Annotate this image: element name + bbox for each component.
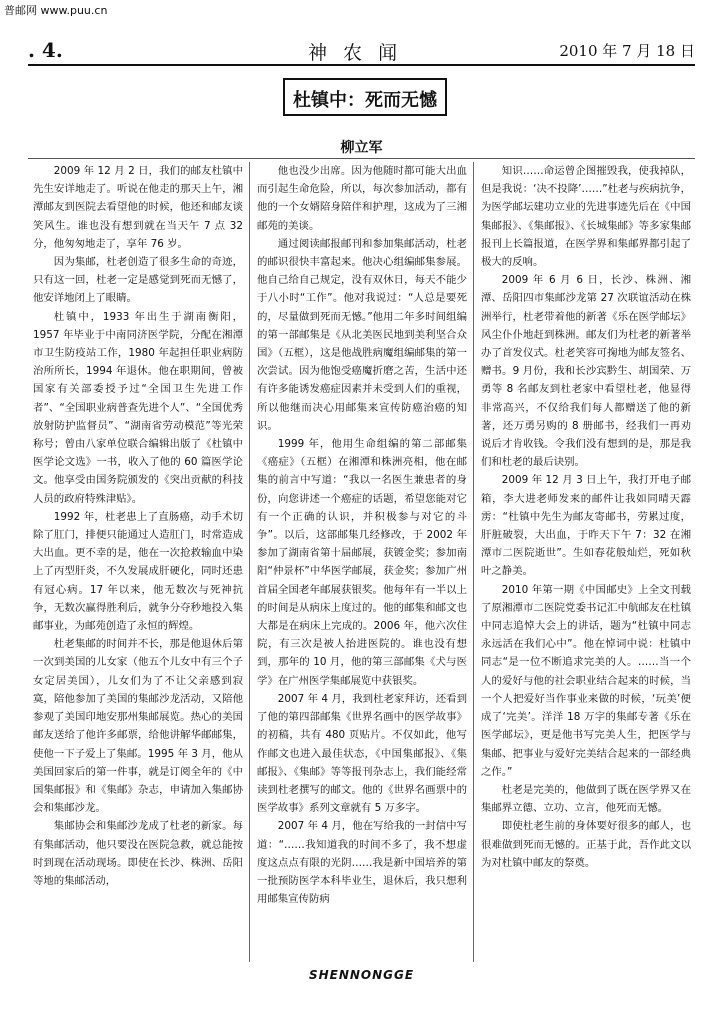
article-column-3 — [481, 162, 691, 962]
paragraph: 2010 年第一期《中国邮史》上全文刊载了原湘潭市二医院党委书记汇中航邮友在杜镇中同志追悼大会上的讲话，题为“杜镇中同志永远活在我们心中”。他在悼词中说：杜镇中同志“是一位不断追求完美的人。……当一个人的爱好与他的社会职业结合起来的时候，当一个人把爱好当作事业来做的时候，‘玩美’便成了‘完美’。洋洋 18 万字的集邮专著《乐在医学邮坛》，更是他书写完美人生，把医学与集邮、把事业与爱好完美结合起来的一部经典之作。” — [481, 583, 691, 778]
paragraph: 2007 年 4 月，我到杜老家拜访，还看到了他的第四部邮集《世界名画中的医学故事》的初稿，共有 480 页贴片。不仅如此，他写作邮文也进入最佳状态，《中国集邮报》、《集邮报》、《集邮》等等报刊杂志上，我们能经常读到杜老撰写的邮文。他的《世界名画票中的医学故事》系列文章就有 5 万多字。 — [257, 692, 467, 815]
paragraph: 杜镇中，1933 年出生于湖南衡阳，1957 年毕业于中南同济医学院，分配在湘潭市卫生防疫站工作，1980 年起担任职业病防治所所长，1994 年退休。他在职期间，曾被国家有关部委授予过“全国卫生先进工作者”、“全国职业病普查先进个人”、“全国优秀放射防护监督员”、“湖南省劳动模范”等光荣称号；曾由八家单位联合编辑出版了《杜镇中医学论文选》一书，收入了他的 60 篇医学论文。他享受由国务院颁发的《突出贡献的科技人员的政府特殊津贴》。 — [33, 310, 243, 505]
page-number: . 4. — [28, 38, 63, 62]
article-column-1 — [33, 162, 243, 962]
column-divider — [473, 162, 474, 962]
paragraph: 因为集邮，杜老创造了很多生命的奇迹，只有这一回，杜老一定是感觉到死而无憾了，他安详地闭上了眼睛。 — [33, 256, 243, 305]
article-column-2 — [257, 162, 467, 962]
paragraph: 2009 年 12 月 2 日，我们的邮友杜镇中先生安详地走了。听说在他走的那天上午，湘潭邮友到医院去看望他的时候，他还和邮友谈笑风生。谁也没有想到就在当天午 7 点 32 分，他匆匆地走了，享年 76 岁。 — [33, 165, 243, 250]
site-watermark: 普邮网 www.puu.cn — [4, 4, 108, 17]
paragraph: 集邮协会和集邮沙龙成了杜老的新家。每有集邮活动，他只要没在医院急救，就总能按时到现在活动现场。即使在长沙、株洲、岳阳等地的集邮活动， — [33, 820, 243, 887]
paragraph: 他也没少出席。因为他随时都可能大出血而引起生命危险，所以，每次参加活动，都有他的一个女婿陪身陪伴和护理，这成为了三湘邮苑的美谈。 — [257, 165, 467, 232]
article-title: 杜镇中：死而无憾 — [293, 90, 437, 111]
page-footer: SHENNONGGE — [308, 968, 415, 982]
page-header — [28, 38, 695, 62]
paragraph: 即使杜老生前的身体要好很多的邮人，也很难做到死而无憾的。正基于此，吾作此文以为对杜镇中邮友的祭奠。 — [481, 820, 691, 869]
header-rule — [28, 64, 695, 66]
paragraph: 1999 年，他用生命组编的第二部邮集《癌症》（五框）在湘潭和株洲亮相，他在邮集的前言中写道：“我以一名医生兼患者的身份，向您讲述一个癌症的话题，希望您能对它有一个正确的认识，并积极参与对它的斗争”。以后，这部邮集几经修改，于 2002 年参加了湖南省第十届邮展，获镀金奖；参加南阳“仲景杯”中华医学邮展，获金奖；参加广州首届全国老年邮展获银奖。他每年有一半以上的时间是从病床上度过的。他的邮集和邮文也大都是在病床上完成的。2006 年，他六次住院，有三次是被人抬进医院的。谁也没有想到，那年的 10 月，他的第三部邮集《犬与医学》在广州医学集邮展览中获银奖。 — [257, 438, 467, 687]
article-author: 柳立军 — [340, 140, 383, 156]
paragraph: 知识……命运曾企图摧毁我，使我掉队，但是我说：‘决不投降’……”杜老与疾病抗争，为医学邮坛建功立业的先进事迹先后在《中国集邮报》、《集邮报》、《长城集邮》等多家集邮报刊上长篇报道，在医学界和集邮界都引起了极大的反响。 — [481, 165, 691, 269]
paragraph: 1992 年，杜老患上了直肠癌，动手术切除了肛门，排便只能通过人造肛门，时常造成大出血。更不幸的是，他在一次抢救输血中染上了丙型肝炎，不久发展成肝硬化，同时还患有冠心病。17 年以来，他无数次与死神抗争，无数次赢得胜利后，就争分夺秒地投入集邮事业，为邮苑创造了永恒的辉煌。 — [33, 510, 243, 633]
paragraph: 2007 年 4 月，他在写给我的一封信中写道：“……我知道我的时间不多了，我不想虚度这点点有限的光阴……我是新中国培养的第一批预防医学本科毕业生，退休后，我只想利用邮集宣传防病 — [257, 820, 467, 906]
paragraph: 杜老是完美的，他做到了既在医学界又在集邮界立德、立功、立言，他死而无憾。 — [481, 783, 691, 815]
paragraph: 通过阅读邮报邮刊和参加集邮活动，杜老的邮识很快丰富起来。他决心组编邮集参展。他自己给自己规定，没有双休日，每天不能少于八小时“工作”。他对我说过：“人总是要死的，尽量做到死而无憾。”他用二年多时间组编的第一部邮集是《从北美医民地到美利坚合众国》（五框），这是他战胜病魔组编邮集的第一次尝试。因为他饱受癌魔折磨之苦，生活中还有许多能诱发癌症因素并未受到人们的重视，所以他继而决心用邮集来宣传防癌治癌的知识。 — [257, 237, 467, 432]
paragraph: 杜老集邮的时间并不长，那是他退休后第一次到美国的儿女家（他五个儿女中有三个子女定居美国），儿女们为了不让父亲感到寂寞，陪他参加了美国的集邮沙龙活动，又陪他参观了美国印地安那州集邮展览。热心的美国邮友送给了他许多邮票，给他讲解华邮邮集，使他一下子爱上了集邮。1995 年 3 月，他从美国回家后的第一件事，就是订阅全年的《中国集邮报》和《集邮》杂志，申请加入集邮协会和集邮沙龙。 — [33, 638, 243, 815]
paragraph: 2009 年 6 月 6 日，长沙、株洲、湘潭、岳阳四市集邮沙龙第 27 次联谊活动在株洲举行，杜老带着他的新著《乐在医学邮坛》风尘仆仆地赶到株洲。邮友们为杜老的新著举办了首发仪式。杜老笑容可掬地为邮友签名、赠书。9 月份，我和长沙宾黔生、胡国荣、万勇等 8 名邮友到杜老家中看望杜老，他显得非常高兴，不仅给我们每人都赠送了他的新著，还万勇另购的 8 册邮书，经我们一再劝说后才肯收钱。令我们没有想到的是，那是我们和杜老的最后诀别。 — [481, 274, 691, 469]
byline-rule — [28, 158, 695, 159]
paragraph: 2009 年 12 月 3 日上午，我打开电子邮箱，李大进老师发来的邮件让我如同晴天霹雳：“杜镇中先生为邮友寄邮书，劳累过度，肝脏破裂，大出血，于昨天下午 7：32 在湘潭市二医院逝世”。生如春花般灿烂，死如秋叶之静美。 — [481, 474, 691, 578]
column-divider — [249, 162, 250, 962]
publication-name: 神 农 闻 — [308, 42, 403, 64]
title-box — [283, 78, 447, 116]
issue-date: 2010 年 7 月 18 日 — [559, 42, 695, 60]
